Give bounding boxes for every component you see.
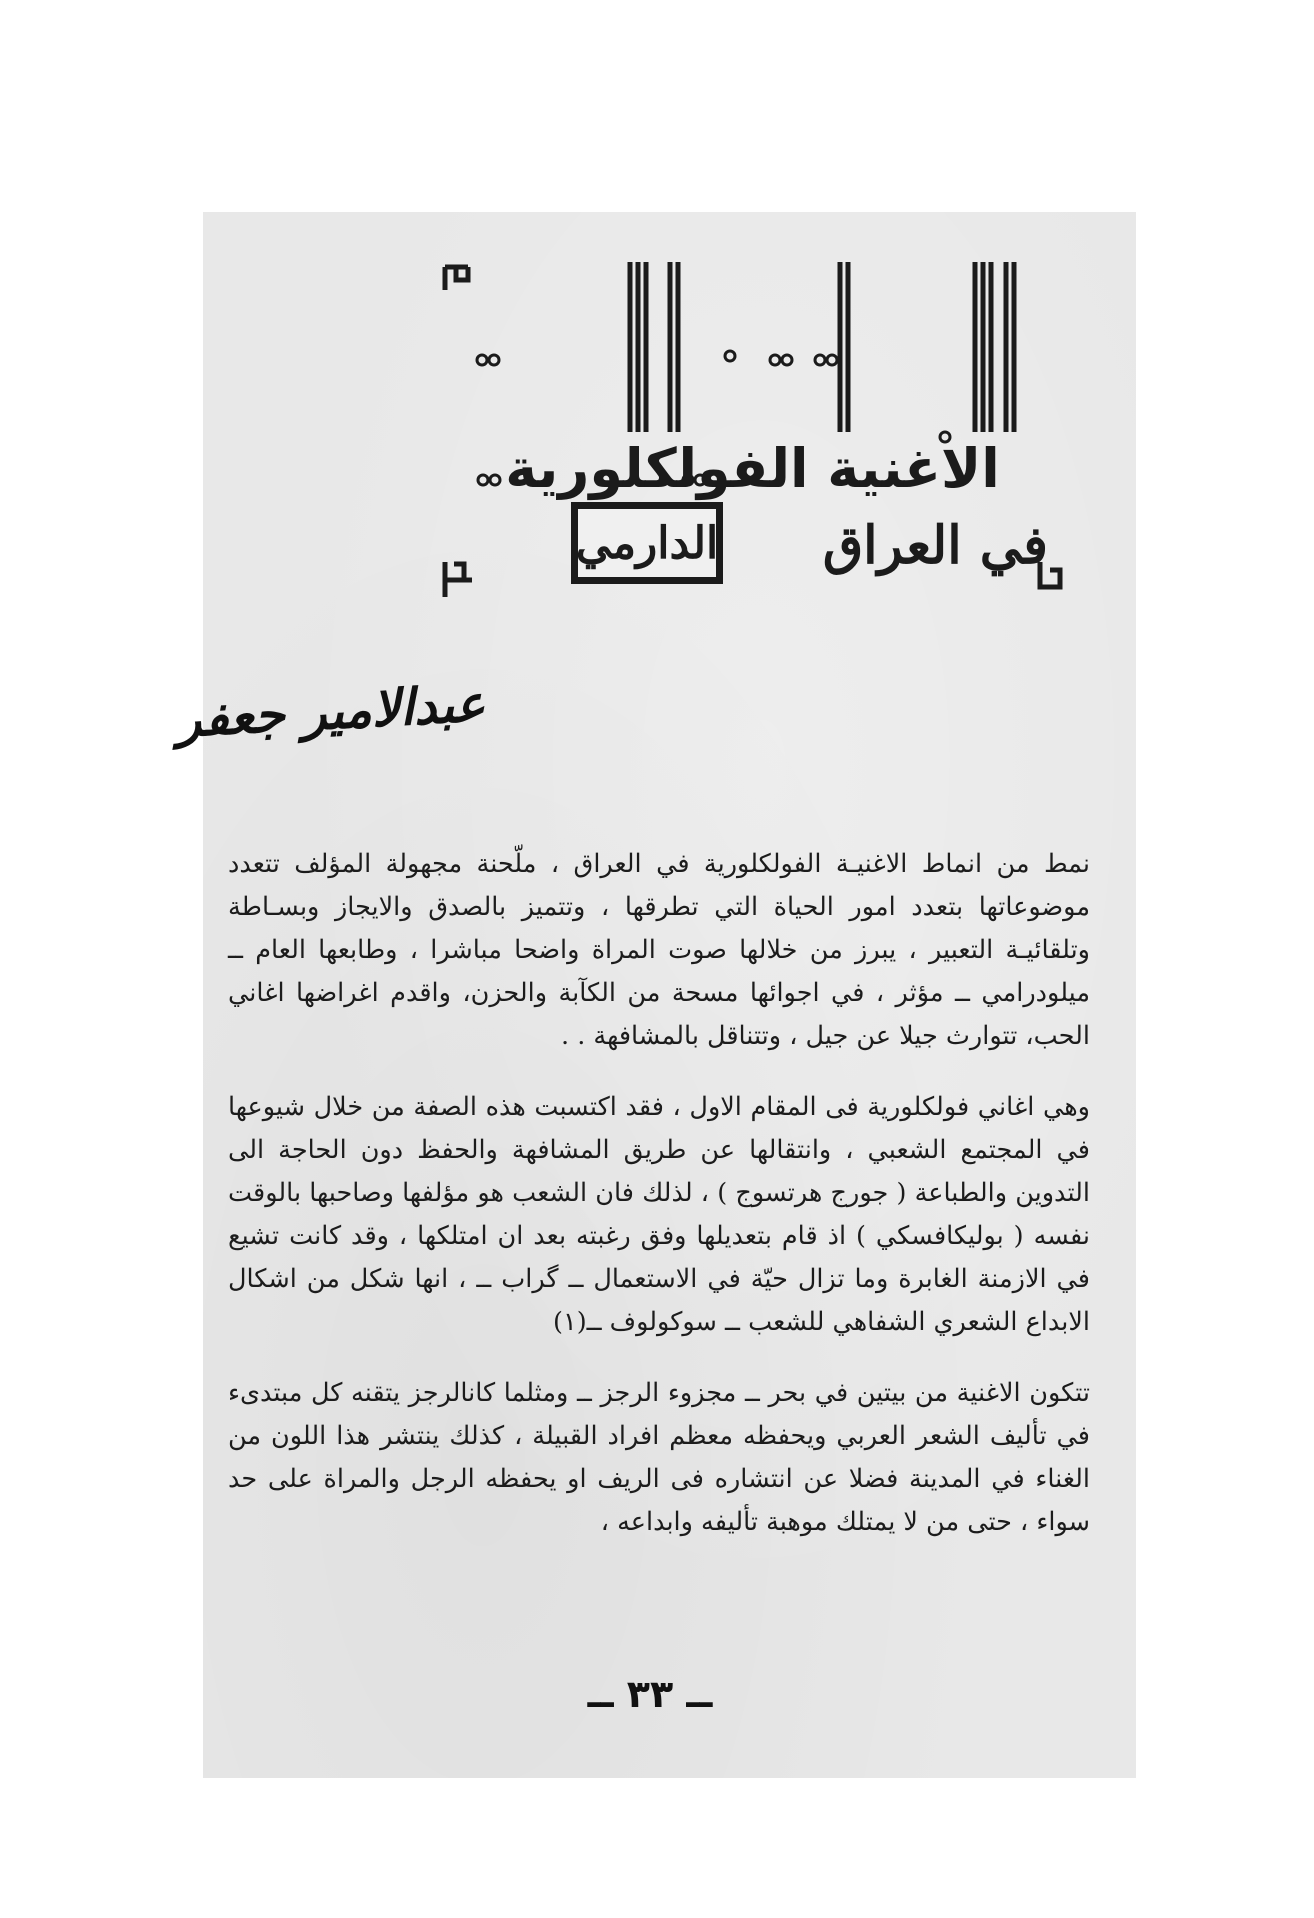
page-number: ــ ٣٣ ــ: [587, 1672, 713, 1716]
article-body: [228, 843, 1090, 1572]
article-title: الاغنية الفولكلورية: [505, 437, 1000, 500]
subtitle-location: في العراق: [822, 515, 1048, 576]
body-paragraph: نمط من انماط الاغنيـة الفولكلورية في العراق ، ملّحنة مجهولة المؤلف تتعدد موضوعاتها بتعدد امور الحياة التي تطرقها ، وتتميز بالصدق والايجاز وبسـاطة وتلقائيـة التعبير ، يبرز من خلالها صوت المراة واضحا مباشرا ، وطابعها العام ــ ميلودرامي ــ مؤثر ، في اجوائها مسحة من الكآبة والحزن، واقدم اغراضها اغاني الحب، تتوارث جيلا عن جيل ، وتتناقل بالمشافهة . .: [228, 849, 1090, 1051]
subtitle-genre-box: [571, 502, 723, 584]
author-signature: عبدالامير جعفر: [175, 673, 487, 749]
subtitle-genre: الدارمي: [575, 517, 719, 569]
body-paragraph: وهي اغاني فولكلورية فى المقام الاول ، فقد اكتسبت هذه الصفة من خلال شيوعها في المجتمع الشعبي ، وانتقالها عن طريق المشافهة والحفظ دون الحاجة الى التدوين والطباعة ( جورج هرتسوج ) ، لذلك فان الشعب هو مؤلفها وصاحبها بالوقت نفسه ( بوليكافسكي ) اذ قام بتعديلها وفق رغبته بعد ان امتلكها ، وقد كانت تشيع في الازمنة الغابرة وما تزال حيّة في الاستعمال ــ گراب ــ ، انها شكل من اشكال الابداع الشعري الشفاهي للشعب ــ سوكولوف ــ(١): [228, 1092, 1090, 1337]
body-paragraph: تتكون الاغنية من بيتين في بحر ــ مجزوء الرجز ــ ومثلما كانالرجز يتقنه كل مبتدىء في تأليف الشعر العربي ويحفظه معظم افراد القبيلة ، كذلك ينتشر هذا اللون من الغناء في المدينة فضلا عن انتشاره فى الريف او يحفظه الرجل والمراة على حد سواء ، حتى من لا يمتلك موهبة تأليفه وابداعه ،: [228, 1378, 1090, 1537]
